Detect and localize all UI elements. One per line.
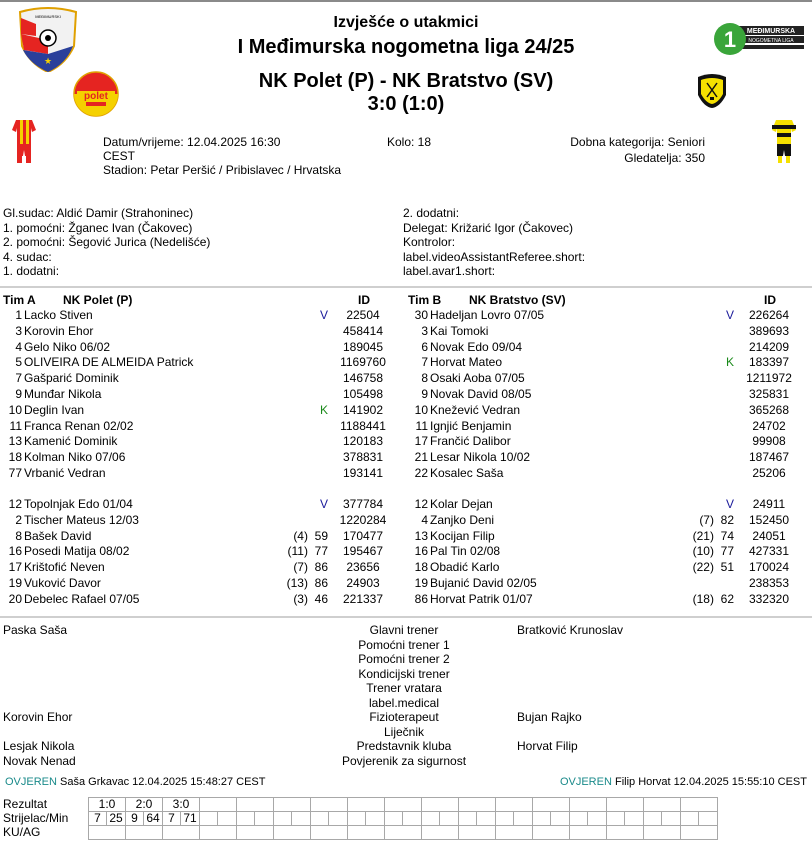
player-name: Kocijan Filip xyxy=(430,528,495,543)
player-name: Topolnjak Edo 01/04 xyxy=(24,497,133,511)
player-number: 30 xyxy=(414,308,428,322)
grid-scorer-number xyxy=(311,812,329,826)
player-row xyxy=(406,497,806,513)
svg-text:MEĐIMURSKA: MEĐIMURSKA xyxy=(746,28,796,35)
player-name: Horvat Mateo xyxy=(430,355,503,370)
player-row xyxy=(0,576,400,592)
player-number: 9 xyxy=(15,387,22,401)
player-row xyxy=(0,560,400,576)
official-left-item: 1. pomoćni: Žganec Ivan (Čakovec) xyxy=(3,220,193,235)
goalkeeper-marker: V xyxy=(725,497,734,511)
player-name: Obadić Karlo xyxy=(430,560,500,575)
grid-result-cell xyxy=(237,798,274,812)
player-row xyxy=(0,324,400,340)
grid-scorer-minute xyxy=(366,812,385,826)
official-left-item: 2. pomoćni: Šegović Jurica (Nedelišće) xyxy=(3,235,211,249)
player-name: Knežević Vedran xyxy=(430,402,521,417)
grid-scorer-minute xyxy=(292,812,311,826)
report-title: Izvješće o utakmici xyxy=(333,14,479,31)
grid-cards-cell xyxy=(422,826,459,840)
grid-cards-cell xyxy=(533,826,570,840)
player-name: Frančić Dalibor xyxy=(430,434,511,449)
home-verification xyxy=(5,775,266,790)
grid-scorer-number xyxy=(570,812,588,826)
player-id: 365268 xyxy=(748,402,790,417)
player-name: Kamenić Dominik xyxy=(24,434,118,449)
official-left-item: 4. sudac: xyxy=(3,249,52,264)
player-row xyxy=(0,387,400,403)
away-verified-by: Filip Horvat 12.04.2025 15:55:10 CEST xyxy=(614,776,807,788)
staff-role-label: Fizioterapeut xyxy=(369,710,439,724)
substitution-info: (22) 51 xyxy=(692,560,734,575)
player-id: 187467 xyxy=(748,450,790,465)
player-name: Bašek David xyxy=(24,528,92,543)
player-row xyxy=(0,371,400,387)
svg-text:NOGOMETNA LIGA: NOGOMETNA LIGA xyxy=(748,38,794,44)
grid-result-cell xyxy=(644,798,681,812)
player-id: 1220284 xyxy=(339,512,387,527)
player-number: 12 xyxy=(414,497,428,511)
player-id: 120183 xyxy=(342,434,384,449)
goalkeeper-marker: V xyxy=(319,497,328,511)
grid-scorer-number xyxy=(644,812,662,826)
player-name: Kosalec Saša xyxy=(430,466,504,480)
player-row xyxy=(406,355,806,371)
player-row xyxy=(406,529,806,545)
player-number: 12 xyxy=(8,497,22,511)
player-row xyxy=(0,466,400,482)
match-stadium: Stadion: Petar Peršić / Pribislavec / Hrvatska xyxy=(103,163,342,177)
player-number: 5 xyxy=(15,355,22,370)
player-row xyxy=(406,434,806,450)
divider-officials xyxy=(0,286,812,288)
grid-scorer-minute xyxy=(588,812,607,826)
substitution-info: (13) 86 xyxy=(286,576,328,590)
grid-result-cell xyxy=(570,798,607,812)
staff-role-label: Glavni trener xyxy=(369,623,439,637)
player-name: Novak Edo 09/04 xyxy=(430,339,523,354)
age-category: Dobna kategorija: Seniori xyxy=(570,135,705,149)
grid-result-cell xyxy=(681,798,718,812)
staff-home-name: Paska Saša xyxy=(3,623,68,637)
divider-roster xyxy=(0,616,812,618)
match-datetime: Datum/vrijeme: 12.04.2025 16:30 xyxy=(103,135,281,149)
player-name: Ignjić Benjamin xyxy=(430,418,512,433)
grid-scorer-minute xyxy=(625,812,644,826)
player-name: Novak David 08/05 xyxy=(430,387,532,401)
player-id: 170477 xyxy=(342,528,384,543)
player-id: 1211972 xyxy=(746,371,792,386)
player-id: 146758 xyxy=(342,371,384,386)
player-number: 8 xyxy=(15,528,22,543)
substitution-info: (21) 74 xyxy=(692,528,734,543)
player-id: 1188441 xyxy=(340,418,386,433)
player-number: 16 xyxy=(414,544,428,559)
player-id: 24702 xyxy=(752,418,786,433)
grid-scorer-number: 7 xyxy=(163,812,181,826)
grid-scorer-number xyxy=(459,812,477,826)
player-name: Gelo Niko 06/02 xyxy=(24,339,111,354)
player-number: 16 xyxy=(8,544,22,559)
player-row xyxy=(0,450,400,466)
grid-cards-cell xyxy=(274,826,311,840)
player-row xyxy=(406,371,806,387)
staff-away-name: Bratković Krunoslav xyxy=(517,623,624,637)
player-number: 19 xyxy=(8,576,22,590)
player-id: 226264 xyxy=(748,308,790,322)
player-row xyxy=(406,560,806,576)
staff-home-name: Novak Nenad xyxy=(3,753,76,768)
player-number: 13 xyxy=(414,528,428,543)
grid-scorer-minute: 64 xyxy=(144,812,163,826)
grid-cards-cell xyxy=(89,826,126,840)
player-number: 18 xyxy=(8,450,22,465)
player-name: Kai Tomoki xyxy=(430,323,489,338)
match-round: Kolo: 18 xyxy=(387,135,432,149)
player-number: 17 xyxy=(414,434,428,449)
team-b-name: NK Bratstvo (SV) xyxy=(469,293,566,307)
grid-cards-cell xyxy=(570,826,607,840)
home-kit-icon xyxy=(12,120,36,164)
grid-scorer-minute xyxy=(440,812,459,826)
player-row xyxy=(0,529,400,545)
player-id: 221337 xyxy=(342,591,384,606)
home-verified-status: OVJEREN xyxy=(5,776,57,788)
player-id: 378831 xyxy=(342,450,384,465)
player-id: 24051 xyxy=(752,528,786,543)
grid-cards-cell xyxy=(644,826,681,840)
grid-result-cell xyxy=(348,798,385,812)
player-number: 86 xyxy=(414,591,428,606)
grid-scorer-number: 9 xyxy=(126,812,144,826)
player-number: 13 xyxy=(8,434,22,449)
grid-result-cell: 1:0 xyxy=(89,798,126,812)
player-row xyxy=(406,324,806,340)
player-id: 189045 xyxy=(342,339,384,354)
player-number: 9 xyxy=(421,387,428,401)
player-name: Franca Renan 02/02 xyxy=(24,418,134,433)
staff-role-label: Kondicijski trener xyxy=(358,666,450,681)
player-name: Korovin Ehor xyxy=(24,323,94,338)
player-row xyxy=(406,403,806,419)
grid-scorer-minute xyxy=(255,812,274,826)
grid-cards-cell xyxy=(607,826,644,840)
grid-scorer-number xyxy=(274,812,292,826)
player-name: Deglin Ivan xyxy=(24,402,85,417)
grid-cards-cell xyxy=(237,826,274,840)
grid-scorer-number xyxy=(607,812,625,826)
grid-result-cell xyxy=(533,798,570,812)
grid-result-cell xyxy=(311,798,348,812)
substitution-info: (7) 82 xyxy=(699,512,734,527)
player-name: Horvat Patrik 01/07 xyxy=(430,591,533,606)
player-id: 22504 xyxy=(346,308,380,322)
player-row xyxy=(406,513,806,529)
substitution-info: (18) 62 xyxy=(692,591,734,606)
player-name: OLIVEIRA DE ALMEIDA Patrick xyxy=(24,355,194,370)
grid-result-cell: 3:0 xyxy=(163,798,200,812)
player-number: 77 xyxy=(8,466,22,480)
player-row xyxy=(0,308,400,324)
player-number: 19 xyxy=(414,576,428,590)
svg-text:MEĐIMURSKI: MEĐIMURSKI xyxy=(35,14,61,19)
player-row xyxy=(0,434,400,450)
player-name: Bujanić David 02/05 xyxy=(430,576,537,590)
player-row xyxy=(406,308,806,324)
grid-scorer-minute xyxy=(662,812,681,826)
spectators: Gledatelja: 350 xyxy=(624,151,705,165)
player-number: 6 xyxy=(421,339,428,354)
player-row xyxy=(406,466,806,482)
goalkeeper-marker: V xyxy=(725,308,734,322)
player-row xyxy=(406,340,806,356)
official-right-item: 2. dodatni: xyxy=(403,206,460,220)
player-id: 193141 xyxy=(342,466,384,480)
player-number: 1 xyxy=(15,308,22,322)
grid-result-cell xyxy=(385,798,422,812)
grid-scorer-minute: 71 xyxy=(181,812,200,826)
svg-text:polet: polet xyxy=(84,91,108,102)
player-row xyxy=(0,340,400,356)
player-name: Kolar Dejan xyxy=(430,497,493,511)
substitution-info: (4) 59 xyxy=(293,528,328,543)
goalkeeper-marker: V xyxy=(319,308,328,322)
player-row xyxy=(406,450,806,466)
player-row xyxy=(0,419,400,435)
player-number: 17 xyxy=(8,560,22,575)
player-number: 11 xyxy=(9,418,22,433)
grid-scorer-number xyxy=(385,812,403,826)
player-name: Vrbanić Vedran xyxy=(24,466,106,480)
team-a-id-header: ID xyxy=(358,293,370,307)
player-number: 7 xyxy=(421,355,428,370)
official-right-item: label.videoAssistantReferee.short: xyxy=(403,249,586,264)
grid-scorer-minute xyxy=(403,812,422,826)
grid-scorer-minute xyxy=(514,812,533,826)
player-id: 427331 xyxy=(748,544,790,559)
grid-cards-cell xyxy=(681,826,718,840)
grid-scorer-number xyxy=(200,812,218,826)
player-name: Krištofić Neven xyxy=(24,560,105,575)
staff-role-label: label.medical xyxy=(368,695,440,710)
player-name: Vuković Davor xyxy=(24,576,101,590)
team-b-label: Tim B xyxy=(408,293,442,307)
official-right-item: Kontrolor: xyxy=(403,235,456,249)
player-row xyxy=(406,592,806,608)
grid-scorer-number xyxy=(237,812,255,826)
grid-scorer-minute: 25 xyxy=(107,812,126,826)
team-b-id-header: ID xyxy=(764,293,776,307)
grid-label-result: Rezultat xyxy=(3,797,48,811)
player-number: 10 xyxy=(414,402,428,417)
player-number: 3 xyxy=(421,323,428,338)
grid-result-cell xyxy=(274,798,311,812)
svg-text:1: 1 xyxy=(723,27,737,52)
score-grid xyxy=(88,797,718,840)
league-title: I Međimurska nogometna liga 24/25 xyxy=(237,36,575,58)
match-timezone: CEST xyxy=(103,149,136,163)
player-row xyxy=(406,576,806,592)
official-left-item: Gl.sudac: Aldić Damir (Strahoninec) xyxy=(3,206,194,220)
staff-role-label: Trener vratara xyxy=(366,681,442,695)
substitution-info: (7) 86 xyxy=(293,560,328,575)
player-number: 7 xyxy=(15,371,22,386)
player-number: 4 xyxy=(15,339,22,354)
player-id: 214209 xyxy=(748,339,790,354)
player-number: 4 xyxy=(421,512,428,527)
captain-marker: K xyxy=(319,402,328,417)
grid-label-scorer: Strijelac/Min xyxy=(3,811,69,825)
grid-result-cell xyxy=(459,798,496,812)
player-number: 21 xyxy=(414,450,428,465)
player-name: Hadeljan Lovro 07/05 xyxy=(430,308,545,322)
grid-result-cell: 2:0 xyxy=(126,798,163,812)
player-row xyxy=(0,403,400,419)
staff-role-label: Liječnik xyxy=(383,724,425,739)
grid-cards-cell xyxy=(496,826,533,840)
player-name: Debelec Rafael 07/05 xyxy=(24,591,140,606)
player-id: 105498 xyxy=(342,387,384,401)
player-id: 332320 xyxy=(748,591,790,606)
grid-cards-cell xyxy=(459,826,496,840)
grid-scorer-number xyxy=(422,812,440,826)
official-right-item: Delegat: Križarić Igor (Čakovec) xyxy=(403,220,574,235)
grid-scorer-minute xyxy=(699,812,718,826)
home-verified-by: Saša Grkavac 12.04.2025 15:48:27 CEST xyxy=(60,776,266,788)
player-number: 18 xyxy=(414,560,428,575)
team-a-name: NK Polet (P) xyxy=(63,293,133,307)
grid-scorer-number xyxy=(348,812,366,826)
player-name: Munđar Nikola xyxy=(24,387,102,401)
player-row xyxy=(0,355,400,371)
staff-role-label: Pomoćni trener 1 xyxy=(358,637,450,652)
player-name: Pal Tin 02/08 xyxy=(430,544,501,559)
player-number: 11 xyxy=(415,418,428,433)
player-number: 2 xyxy=(15,512,22,527)
away-verified-status: OVJEREN xyxy=(559,776,612,788)
player-id: 1169760 xyxy=(340,355,386,370)
official-right-item: label.avar1.short: xyxy=(403,264,496,278)
player-number: 3 xyxy=(15,323,22,338)
grid-scorer-number: 7 xyxy=(89,812,107,826)
grid-scorer-minute xyxy=(329,812,348,826)
player-id: 141902 xyxy=(342,402,384,417)
player-row xyxy=(0,592,400,608)
grid-cards-cell xyxy=(311,826,348,840)
grid-cards-cell xyxy=(348,826,385,840)
match-score: 3:0 (1:0) xyxy=(367,93,445,115)
match-title: NK Polet (P) - NK Bratstvo (SV) xyxy=(258,70,554,92)
away-verification xyxy=(560,775,807,790)
grid-scorer-minute xyxy=(218,812,237,826)
substitution-info: (10) 77 xyxy=(692,544,734,559)
player-id: 238353 xyxy=(748,576,790,590)
player-id: 23656 xyxy=(346,560,380,575)
player-row xyxy=(0,497,400,513)
staff-role-label: Predstavnik kluba xyxy=(356,739,452,753)
player-id: 458414 xyxy=(342,323,384,338)
player-id: 170024 xyxy=(748,560,790,575)
substitution-info: (3) 46 xyxy=(293,591,328,606)
player-name: Zanjko Deni xyxy=(430,512,495,527)
player-id: 24903 xyxy=(346,576,380,590)
player-row xyxy=(406,544,806,560)
team-a-label: Tim A xyxy=(3,293,36,307)
player-name: Lesar Nikola 10/02 xyxy=(430,450,531,465)
substitution-info: (11) 77 xyxy=(287,544,328,559)
grid-scorer-number xyxy=(533,812,551,826)
player-name: Gašparić Dominik xyxy=(24,371,119,386)
grid-result-cell xyxy=(496,798,533,812)
grid-cards-cell xyxy=(385,826,422,840)
player-id: 183397 xyxy=(748,355,790,370)
player-number: 8 xyxy=(421,371,428,386)
grid-result-cell xyxy=(200,798,237,812)
player-row xyxy=(406,387,806,403)
staff-away-name: Bujan Rajko xyxy=(517,710,582,724)
away-kit-icon xyxy=(772,120,796,164)
staff-role-label: Povjerenik za sigurnost xyxy=(341,753,467,768)
staff-away-name: Horvat Filip xyxy=(517,739,578,753)
player-name: Lacko Stiven xyxy=(24,308,93,322)
grid-scorer-number xyxy=(496,812,514,826)
staff-home-name: Korovin Ehor xyxy=(3,710,73,724)
player-name: Osaki Aoba 07/05 xyxy=(430,371,525,386)
player-row xyxy=(406,419,806,435)
player-id: 195467 xyxy=(342,544,384,559)
staff-home-name: Lesjak Nikola xyxy=(3,739,75,753)
grid-cards-cell xyxy=(163,826,200,840)
grid-scorer-number xyxy=(681,812,699,826)
player-number: 22 xyxy=(414,466,428,480)
official-left-item: 1. dodatni: xyxy=(3,264,60,278)
captain-marker: K xyxy=(725,355,734,370)
grid-scorer-minute xyxy=(551,812,570,826)
player-name: Kolman Niko 07/06 xyxy=(24,450,126,465)
grid-cards-cell xyxy=(126,826,163,840)
grid-cards-cell xyxy=(200,826,237,840)
player-row xyxy=(0,513,400,529)
player-id: 389693 xyxy=(748,323,790,338)
svg-text:★: ★ xyxy=(43,56,53,66)
grid-label-cards: KU/AG xyxy=(3,825,41,839)
player-name: Tischer Mateus 12/03 xyxy=(24,512,139,527)
player-name: Posedi Matija 08/02 xyxy=(24,544,130,559)
player-id: 99908 xyxy=(752,434,786,449)
player-id: 24911 xyxy=(752,497,786,511)
grid-scorer-minute xyxy=(477,812,496,826)
grid-result-cell xyxy=(607,798,644,812)
top-border xyxy=(0,0,812,2)
staff-role-label: Pomoćni trener 2 xyxy=(358,652,450,666)
player-number: 10 xyxy=(8,402,22,417)
player-id: 152450 xyxy=(748,512,790,527)
player-id: 25206 xyxy=(752,466,786,480)
player-row xyxy=(0,544,400,560)
grid-result-cell xyxy=(422,798,459,812)
player-number: 20 xyxy=(8,591,22,606)
player-id: 325831 xyxy=(748,387,790,401)
player-id: 377784 xyxy=(342,497,384,511)
